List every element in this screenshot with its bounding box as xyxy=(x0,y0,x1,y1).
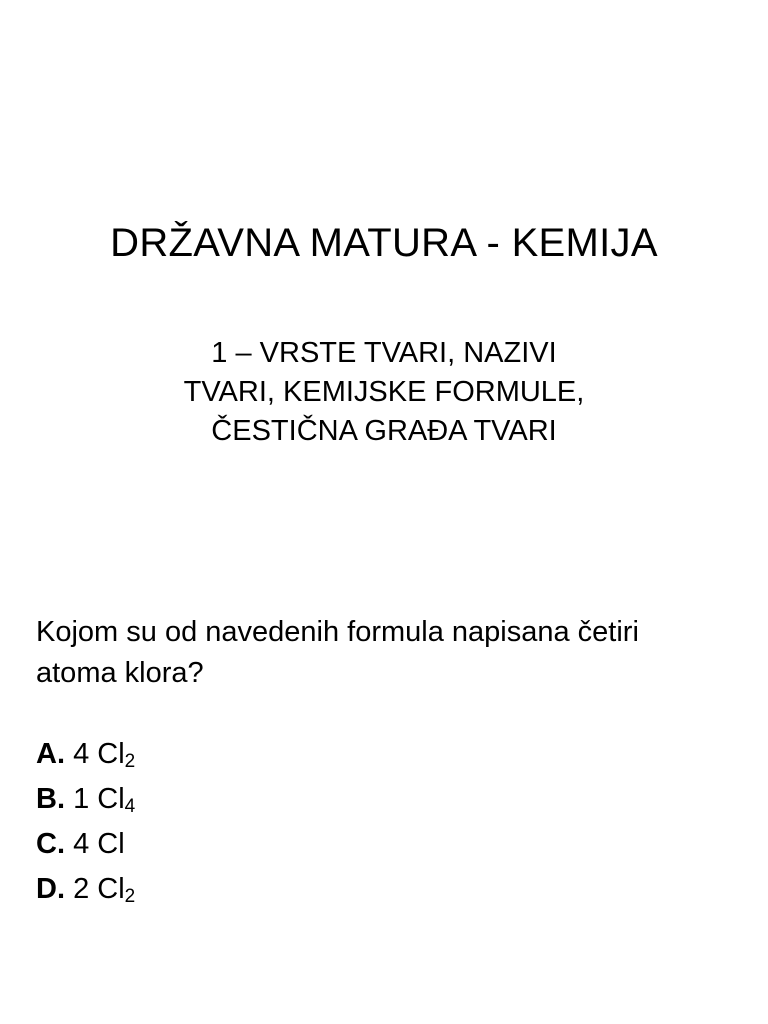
answer-subscript: 4 xyxy=(124,796,136,817)
subtitle-line: 1 – VRSTE TVARI, NAZIVI xyxy=(211,337,557,369)
answer-letter: C. xyxy=(36,828,65,860)
question-text xyxy=(36,612,756,694)
question-line: Kojom su od navedenih formula napisana četiri xyxy=(36,616,639,648)
answer-list xyxy=(36,732,436,912)
answer-element: Cl xyxy=(97,828,125,860)
answer-option-a xyxy=(36,732,436,777)
answer-coefficient: 2 xyxy=(73,873,90,905)
answer-option-d xyxy=(36,867,436,912)
answer-letter: B. xyxy=(36,783,65,815)
answer-coefficient: 4 xyxy=(73,738,90,770)
answer-subscript: 2 xyxy=(124,886,136,907)
subtitle xyxy=(0,334,768,451)
answer-element: Cl xyxy=(97,873,125,905)
answer-option-c xyxy=(36,822,436,867)
answer-element: Cl xyxy=(97,783,125,815)
answer-subscript: 2 xyxy=(124,751,136,772)
subtitle-line: TVARI, KEMIJSKE FORMULE, xyxy=(183,376,585,408)
answer-letter: A. xyxy=(36,738,65,770)
subtitle-line: ČESTIČNA GRAĐA TVARI xyxy=(211,415,557,447)
answer-coefficient: 4 xyxy=(73,828,90,860)
page-title: DRŽAVNA MATURA - KEMIJA xyxy=(110,221,658,265)
question-line: atoma klora? xyxy=(36,657,204,689)
answer-coefficient: 1 xyxy=(73,783,90,815)
answer-element: Cl xyxy=(97,738,125,770)
answer-option-b xyxy=(36,777,436,822)
answer-letter: D. xyxy=(36,873,65,905)
